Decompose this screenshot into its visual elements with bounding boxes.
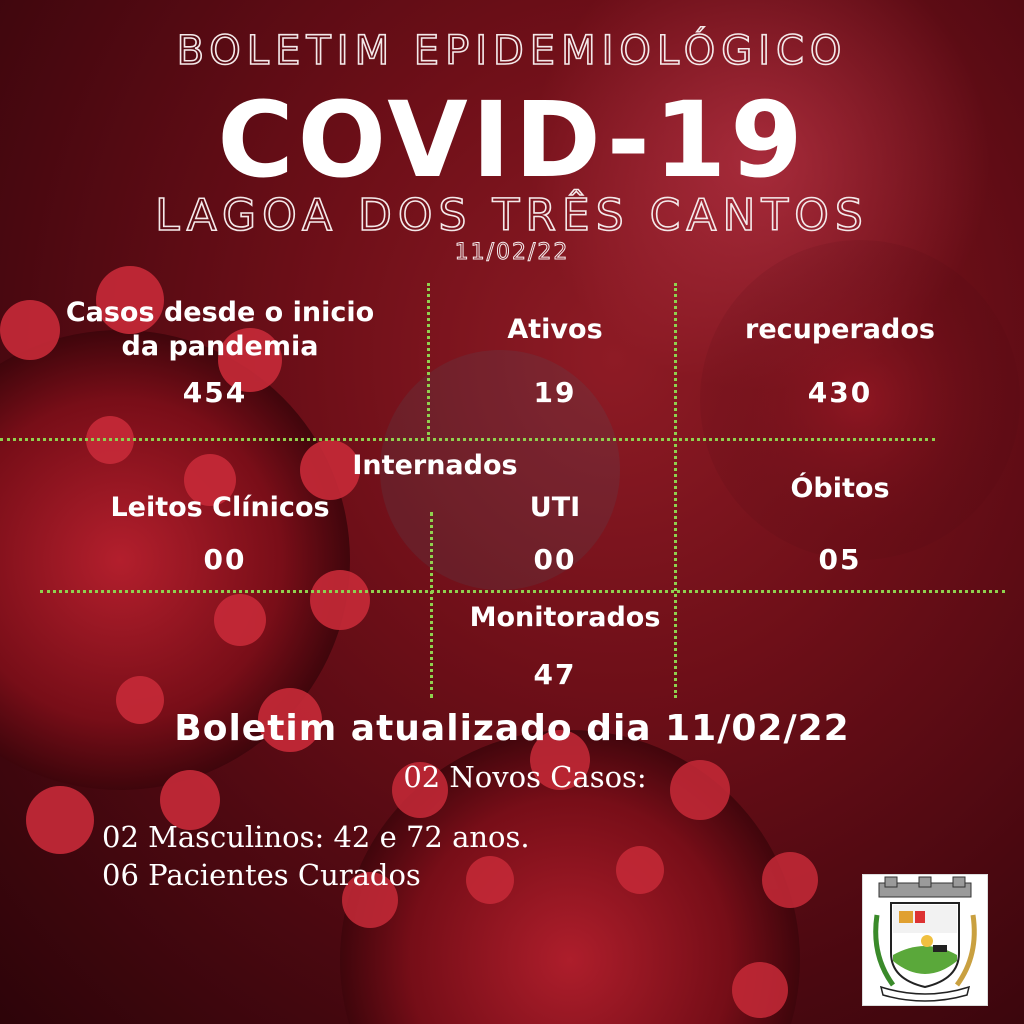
grid-divider — [0, 438, 935, 441]
coat-of-arms-icon — [863, 875, 987, 1005]
monitored-label: Monitorados — [469, 602, 661, 633]
deaths-value: 05 — [818, 543, 862, 576]
grid-divider — [40, 590, 1005, 593]
icu-label: UTI — [529, 492, 581, 523]
clinical-beds-value: 00 — [203, 543, 247, 576]
new-cases-text: 02 Novos Casos: — [403, 760, 647, 794]
hospitalized-label: Internados — [352, 450, 518, 481]
city-name: LAGOA DOS TRÊS CANTOS — [155, 190, 869, 241]
cured-text: 06 Pacientes Curados — [102, 858, 421, 892]
icu-value: 00 — [533, 543, 577, 576]
grid-divider — [430, 512, 433, 698]
recovered-label: recuperados — [745, 314, 935, 345]
municipal-logo — [862, 874, 988, 1006]
grid-divider — [427, 283, 430, 440]
updated-line: Boletim atualizado dia 11/02/22 — [174, 708, 850, 749]
active-label: Ativos — [507, 314, 603, 345]
deaths-label: Óbitos — [790, 473, 890, 504]
cases-value: 454 — [182, 376, 248, 409]
monitored-value: 47 — [533, 658, 577, 691]
bulletin-subtitle: BOLETIM EPIDEMIOLÓGICO — [176, 28, 848, 74]
male-cases-text: 02 Masculinos: 42 e 72 anos. — [102, 820, 530, 854]
active-value: 19 — [533, 376, 577, 409]
recovered-value: 430 — [807, 376, 873, 409]
cases-label: Casos desde o inicio da pandemia — [65, 297, 375, 362]
covid-title: COVID-19 — [217, 79, 807, 201]
clinical-beds-label: Leitos Clínicos — [110, 492, 330, 523]
bulletin-date: 11/02/22 — [454, 240, 570, 265]
grid-divider — [674, 283, 677, 698]
